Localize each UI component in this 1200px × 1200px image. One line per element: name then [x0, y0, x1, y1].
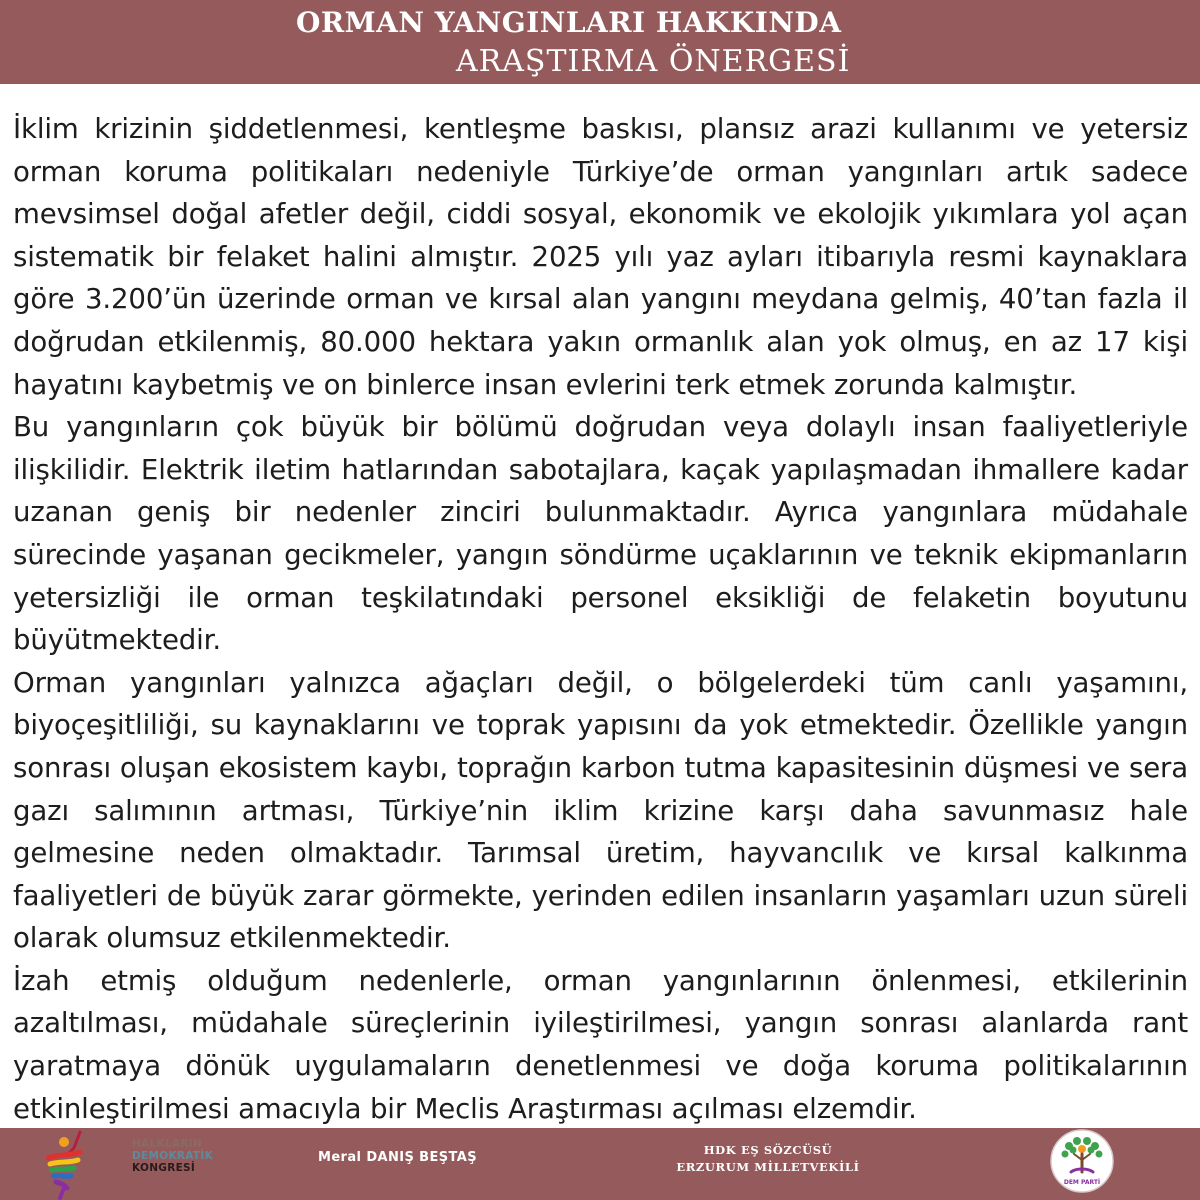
header-banner — [0, 0, 1200, 84]
title-line-2: ARAŞTIRMA ÖNERGESİ — [456, 44, 851, 79]
deputy-role — [648, 1142, 888, 1176]
deputy-role-line-1: HDK EŞ SÖZCÜSÜ — [703, 1143, 833, 1157]
footer-banner — [0, 1128, 1200, 1200]
hdk-logo-line-2: DEMOKRATİK — [132, 1150, 214, 1162]
motion-body — [13, 108, 1188, 1130]
dem-parti-tree-icon — [1049, 1128, 1115, 1194]
paragraph-2: Bu yangınların çok büyük bir bölümü doğrudan veya dolaylı insan faaliyetleriyle ilişkilidir. Elektrik iletim hatlarından sabotajlara, kaçak yapılaşmadan ihmallere kadar uzanan geniş bir nedenler zinciri bulunmaktadır. Ayrıca yangınlara müdahale sürecinde yaşanan gecikmeler, yangın söndürme uçaklarının ve teknik ekipmanların yetersizliği ile orman teşkilatındaki personel eksikliği de felaketin boyutunu büyütmektedir. — [13, 410, 1188, 657]
hdk-rainbow-figure-icon — [44, 1128, 90, 1200]
hdk-logo — [44, 1128, 214, 1200]
paragraph-3: Orman yangınları yalnızca ağaçları değil, o bölgelerdeki tüm canlı yaşamını, biyoçeşitliliği, su kaynaklarını ve toprak yapısını da yok etmektedir. Özellikle yangın sonrası oluşan ekosistem kaybı, toprağın karbon tutma kapasitesinin düşmesi ve sera gazı salımının artması, Türkiye’nin iklim krizine karşı daha savunmasız hale gelmesine neden olmaktadır. Tarımsal üretim, hayvancılık ve kırsal kalkınma faaliyetleri de büyük zarar görmekte, yerinden edilen insanların yaşamları uzun süreli olarak olumsuz etkilenmektedir. — [13, 665, 1188, 955]
deputy-role-line-2: ERZURUM MİLLETVEKİLİ — [676, 1160, 860, 1174]
hdk-logo-text — [132, 1138, 213, 1174]
paragraph-1: İklim krizinin şiddetlenmesi, kentleşme baskısı, plansız arazi kullanımı ve yetersiz orman koruma politikaları nedeniyle Türkiye’de orman yangınları artık sadece mevsimsel doğal afetler değil, ciddi sosyal, ekonomik ve ekolojik yıkımlara yol açan sistematik bir felaket halini almıştır. 2025 yılı yaz ayları itibarıyla resmi kaynaklara göre 3.200’ün üzerinde orman ve kırsal alan yangını meydana gelmiş, 40’tan fazla il doğrudan etkilenmiş, 80.000 hektara yakın ormanlık alan yok olmuş, en az 17 kişi hayatını kaybetmiş ve on binlerce insan evlerini terk etmek zorunda kalmıştır. — [13, 112, 1188, 401]
hdk-logo-line-3: KONGRESİ — [132, 1162, 196, 1174]
dem-parti-label: DEM PARTİ — [1063, 1179, 1101, 1186]
deputy-name: Meral DANIŞ BEŞTAŞ — [318, 1150, 478, 1165]
hdk-logo-line-1: HALKLARIN — [132, 1138, 203, 1150]
title-line-1: ORMAN YANGINLARI HAKKINDA — [296, 6, 842, 39]
paragraph-4: İzah etmiş olduğum nedenlerle, orman yangınlarının önlenmesi, etkilerinin azaltılması, müdahale süreçlerinin iyileştirilmesi, yangın sonrası alanlarda rant yaratmaya dönük uygulamaların denetlenmesi ve doğa koruma politikalarının etkinleştirilmesi amacıyla bir Meclis Araştırması açılması elzemdir. — [13, 963, 1188, 1125]
